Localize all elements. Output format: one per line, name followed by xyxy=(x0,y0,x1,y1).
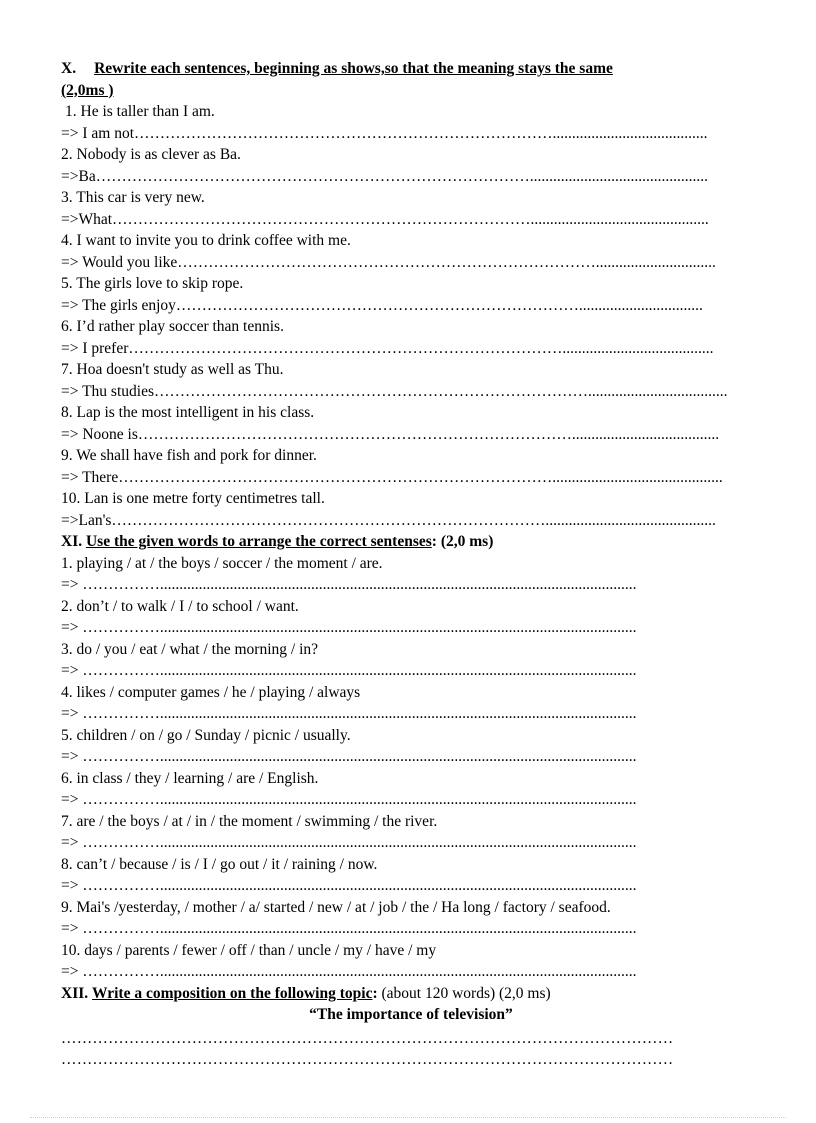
xi-question-5: 5. children / on / go / Sunday / picnic / usually. xyxy=(61,726,351,744)
section-x-marks xyxy=(61,80,761,102)
composition-topic: “The importance of television” xyxy=(309,1006,513,1023)
x-answer-8[interactable]: => Noone is…………………………………………………………………………...................................... xyxy=(61,425,720,443)
x-question-10: 10. Lan is one metre forty centimetres tall. xyxy=(61,490,325,507)
worksheet-page xyxy=(61,58,761,1071)
xi-question-1: 1. playing / at / the boys / soccer / the moment / are. xyxy=(61,554,383,572)
section-xii-label: XII. xyxy=(61,984,89,1002)
x-answer-10[interactable]: =>Lan's…………………………………………………………………………............................................ xyxy=(61,511,716,529)
section-x-heading: Rewrite each sentences, beginning as shows,so that the meaning stays the same xyxy=(94,60,613,77)
x-answer-1[interactable]: => I am not………………………………………………………………………........................................ xyxy=(61,124,708,142)
x-answer-5[interactable]: => The girls enjoy……………………………………………………………………................................ xyxy=(61,296,703,314)
composition-line-2[interactable]: ……………………………………………………………………………………………………… xyxy=(61,1051,674,1068)
x-question-3: 3. This car is very new. xyxy=(61,189,205,206)
section-x-label: X. xyxy=(61,60,77,77)
x-question-7: 7. Hoa doesn't study as well as Thu. xyxy=(61,361,284,378)
xi-answer-8[interactable]: => ……………........................................................................................................................... xyxy=(61,877,637,894)
section-xi-colon: : xyxy=(431,533,437,550)
xi-answer-10[interactable]: => ……………........................................................................................................................... xyxy=(61,963,637,980)
xi-question-7: 7. are / the boys / at / in / the moment / swimming / the river. xyxy=(61,812,438,830)
section-xi-heading: Use the given words to arrange the correct sentenses xyxy=(85,533,432,550)
section-xi-title xyxy=(61,531,761,553)
composition-line-1[interactable]: ……………………………………………………………………………………………………… xyxy=(61,1029,674,1047)
x-question-5: 5. The girls love to skip rope. xyxy=(61,275,244,292)
xi-answer-5[interactable]: => ……………........................................................................................................................... xyxy=(61,748,637,765)
xi-question-6: 6. in class / they / learning / are / English. xyxy=(61,769,319,787)
x-answer-9[interactable]: => There…………………………………………………………………………............................................ xyxy=(61,468,723,486)
xi-question-4: 4. likes / computer games / he / playing / always xyxy=(61,683,361,701)
x-answer-6[interactable]: => I prefer…………………………………………………………………………....................................... xyxy=(61,339,714,357)
section-xi-marks: (2,0 ms) xyxy=(440,533,494,550)
xi-question-10: 10. days / parents / fewer / off / than / uncle / my / have / my xyxy=(61,941,437,959)
x-question-6: 6. I’d rather play soccer than tennis. xyxy=(61,318,284,335)
xi-answer-3[interactable]: => ……………........................................................................................................................... xyxy=(61,662,637,679)
section-xii-title xyxy=(61,983,761,1005)
section-x-title xyxy=(61,58,761,80)
x-answer-2[interactable]: =>Ba………………………………………………………………………….............................................. xyxy=(61,167,708,185)
x-answer-7[interactable]: => Thu studies………………………………………………………………………….................................... xyxy=(61,382,728,400)
x-answer-3[interactable]: =>What……………………………………………………………………….............................................. xyxy=(61,210,709,228)
xi-answer-4[interactable]: => ……………........................................................................................................................... xyxy=(61,705,637,722)
xi-question-3: 3. do / you / eat / what / the morning / in? xyxy=(61,640,318,658)
xi-question-2: 2. don’t / to walk / I / to school / want. xyxy=(61,597,299,615)
section-xii-details: (about 120 words) (2,0 ms) xyxy=(381,984,551,1002)
x-question-9: 9. We shall have fish and pork for dinner. xyxy=(61,447,317,464)
xi-question-9: 9. Mai's /yesterday, / mother / a/ started / new / at / job / the / Ha long / factory / seafood. xyxy=(61,898,611,916)
xi-question-8: 8. can’t / because / is / I / go out / it / raining / now. xyxy=(61,855,378,873)
x-question-4: 4. I want to invite you to drink coffee with me. xyxy=(61,232,351,249)
x-question-2: 2. Nobody is as clever as Ba. xyxy=(61,146,241,163)
xi-answer-9[interactable]: => ……………........................................................................................................................... xyxy=(61,920,637,937)
page-bottom-divider xyxy=(30,1117,786,1118)
xi-answer-1[interactable]: => ……………........................................................................................................................... xyxy=(61,576,637,593)
x-question-1: 1. He is taller than I am. xyxy=(65,103,215,120)
xi-answer-7[interactable]: => ……………........................................................................................................................... xyxy=(61,834,637,851)
xi-answer-6[interactable]: => ……………........................................................................................................................... xyxy=(61,791,637,808)
section-xi-label: XI. xyxy=(61,533,83,550)
section-x-marks-text: (2,0ms ) xyxy=(61,81,114,99)
section-xii-heading: Write a composition on the following topic xyxy=(92,984,373,1002)
x-question-8: 8. Lap is the most intelligent in his class. xyxy=(61,404,315,421)
section-xii-colon: : xyxy=(372,984,378,1002)
x-answer-4[interactable]: => Would you like………………………………………………………………………............................... xyxy=(61,253,716,271)
xi-answer-2[interactable]: => ……………........................................................................................................................... xyxy=(61,619,637,636)
